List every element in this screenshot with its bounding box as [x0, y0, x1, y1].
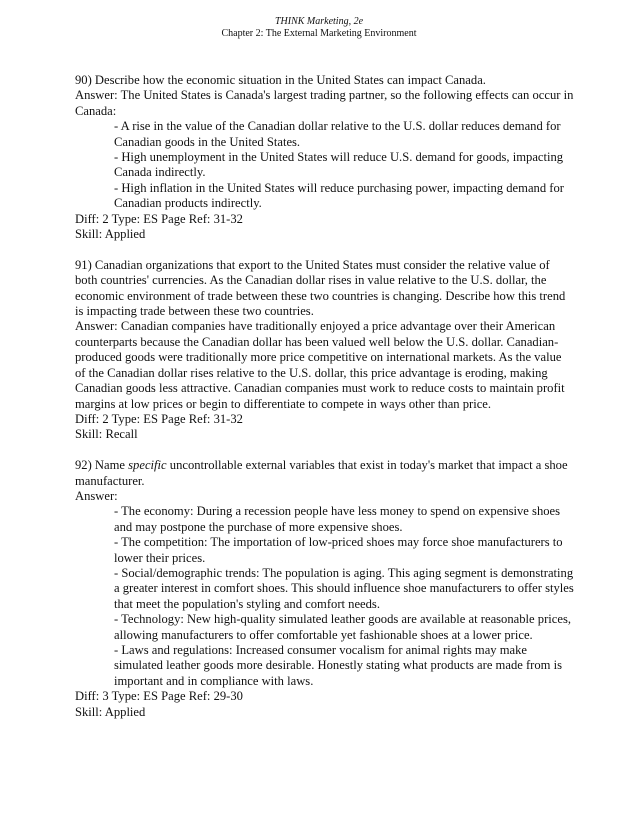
answer-bullet: - Social/demographic trends: The population is aging. This aging segment is demonstrating a greater interest in comfort shoes. This should influence shoe manufacturers to offer styles that meet the population's styling and comfort needs.	[114, 565, 574, 611]
answer-bullet: - High unemployment in the United States will reduce U.S. demand for goods, impacting Canada indirectly.	[114, 150, 564, 180]
question-meta: Diff: 2 Type: ES Page Ref: 31-32	[75, 411, 243, 426]
question-skill: Skill: Applied	[75, 227, 146, 242]
page-header	[0, 16, 638, 40]
answer-intro: Answer: Canadian companies have traditionally enjoyed a price advantage over their American counterparts because the Canadian dollar has been valued well below the U.S. dollar. Canadian-produced goods were traditionally more price competitive on international markets. As the value of the Canadian dollar rises relative to the U.S. dollar, this price advantage is eroding, making Canadian goods less attractive. Canadian companies must work to reduce costs to maintain profit margins at low prices or begin to differentiate to compete in ways other than price.	[75, 319, 565, 411]
prompt-text: 92) Name	[75, 458, 129, 473]
answer-intro: Answer: The United States is Canada's largest trading partner, so the following effects can occur in Canada:	[75, 88, 574, 118]
answer-bullet: - High inflation in the United States will reduce purchasing power, impacting demand for Canadian products indirectly.	[114, 180, 564, 211]
answer-bullet: - A rise in the value of the Canadian dollar relative to the U.S. dollar reduces demand for Canadian goods in the United States.	[114, 119, 561, 149]
book-title: THINK Marketing, 2e	[274, 16, 364, 27]
answer-bullet: - Technology: New high-quality simulated leather goods are available at reasonable prices, allowing manufacturers to offer comfortable yet fashionable shoes at a lower price.	[114, 612, 571, 642]
prompt-text: uncontrollable external variables that exist in today's market that impact a shoe manufacturer.	[75, 458, 568, 488]
question-90	[75, 73, 575, 242]
question-meta: Diff: 2 Type: ES Page Ref: 31-32	[75, 211, 243, 226]
question-91	[75, 258, 575, 443]
question-meta: Diff: 3 Type: ES Page Ref: 29-30	[75, 689, 243, 704]
answer-bullet: - The competition: The importation of low-priced shoes may force shoe manufacturers to lower their prices.	[114, 535, 563, 565]
prompt-emphasis: specific	[128, 458, 167, 473]
question-prompt: 91) Canadian organizations that export to the United States must consider the relative value of both countries' currencies. As the Canadian dollar rises in value relative to the U.S. dollar, the economic environment of trade between these two countries is changing. Describe how this trend is impacting trade between these two countries.	[75, 257, 566, 319]
question-skill: Skill: Applied	[75, 704, 146, 719]
question-prompt: 90) Describe how the economic situation in the United States can impact Canada.	[75, 73, 486, 87]
question-92	[75, 458, 575, 720]
chapter-title: Chapter 2: The External Marketing Environment	[221, 28, 417, 39]
answer-bullet: - The economy: During a recession people have less money to spend on expensive shoes and may postpone the purchase of more expensive shoes.	[114, 504, 561, 534]
answer-bullets	[75, 504, 575, 689]
question-skill: Skill: Recall	[75, 427, 138, 442]
answer-bullets	[75, 119, 575, 211]
answer-bullet: - Laws and regulations: Increased consumer vocalism for animal rights may make simulated leather goods more desirable. Honestly stating what products are made from is important and in compliance with laws.	[114, 643, 563, 688]
question-prompt	[75, 458, 575, 489]
page-body	[75, 73, 575, 735]
answer-intro: Answer:	[75, 488, 118, 503]
